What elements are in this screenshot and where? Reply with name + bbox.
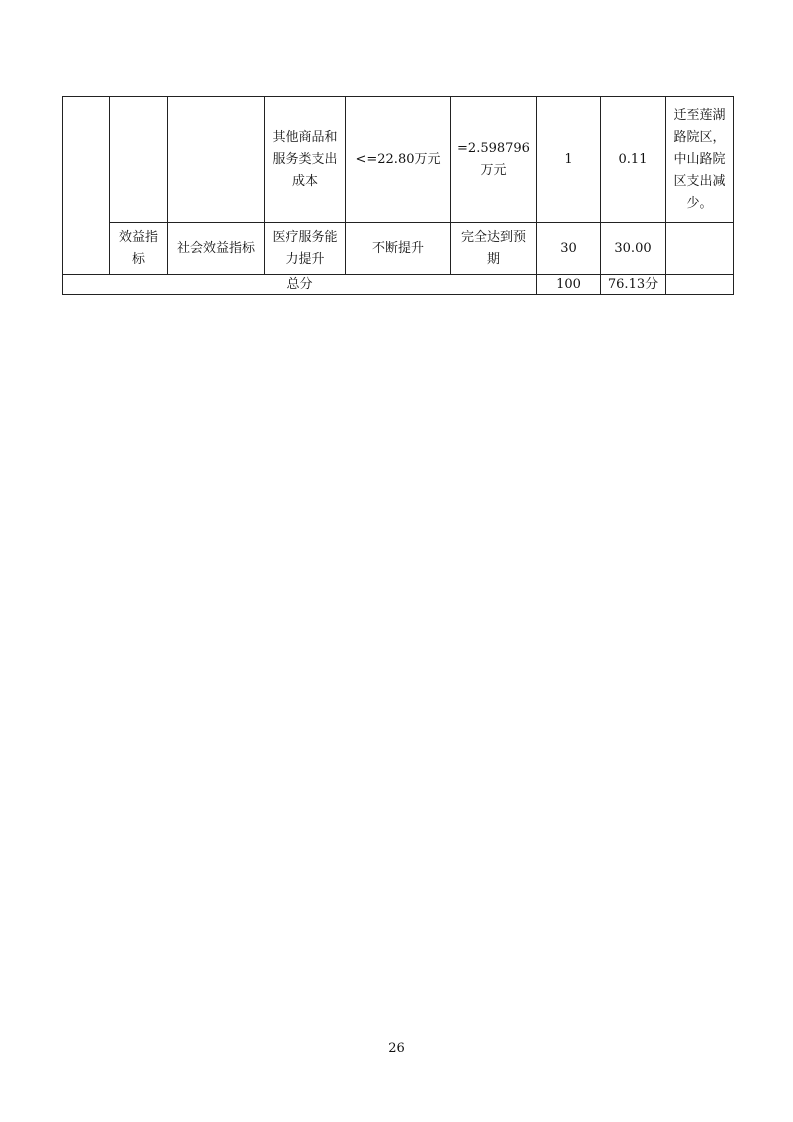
table-cell-score: 0.11 — [601, 97, 666, 223]
table-cell-remark: 迁至莲湖路院区，中山路院区支出减少。 — [666, 97, 734, 223]
total-weight: 100 — [537, 275, 601, 295]
table-cell-target-value: 不断提升 — [346, 223, 451, 275]
total-remark — [666, 275, 734, 295]
table-cell-indicator-l2 — [168, 97, 265, 223]
table-cell-score: 30.00 — [601, 223, 666, 275]
table-cell-remark — [666, 223, 734, 275]
performance-evaluation-table — [62, 96, 734, 295]
table-total-row — [63, 275, 734, 295]
table-cell-weight: 1 — [537, 97, 601, 223]
page-number: 26 — [388, 1041, 405, 1056]
table-cell-indicator-l3: 医疗服务能力提升 — [265, 223, 346, 275]
total-score: 76.13分 — [601, 275, 666, 295]
table-row — [63, 97, 734, 223]
total-label: 总分 — [63, 275, 537, 295]
table-cell-actual-value: 完全达到预期 — [451, 223, 537, 275]
table-cell-indicator-l1 — [110, 97, 168, 223]
table-cell-indicator-l1: 效益指标 — [110, 223, 168, 275]
table-cell-category — [63, 97, 110, 275]
table-cell-indicator-l2: 社会效益指标 — [168, 223, 265, 275]
table-cell-target-value: <=22.80万元 — [346, 97, 451, 223]
table-cell-weight: 30 — [537, 223, 601, 275]
table-row — [63, 223, 734, 275]
table-cell-actual-value: =2.598796万元 — [451, 97, 537, 223]
table-cell-indicator-l3: 其他商品和服务类支出成本 — [265, 97, 346, 223]
